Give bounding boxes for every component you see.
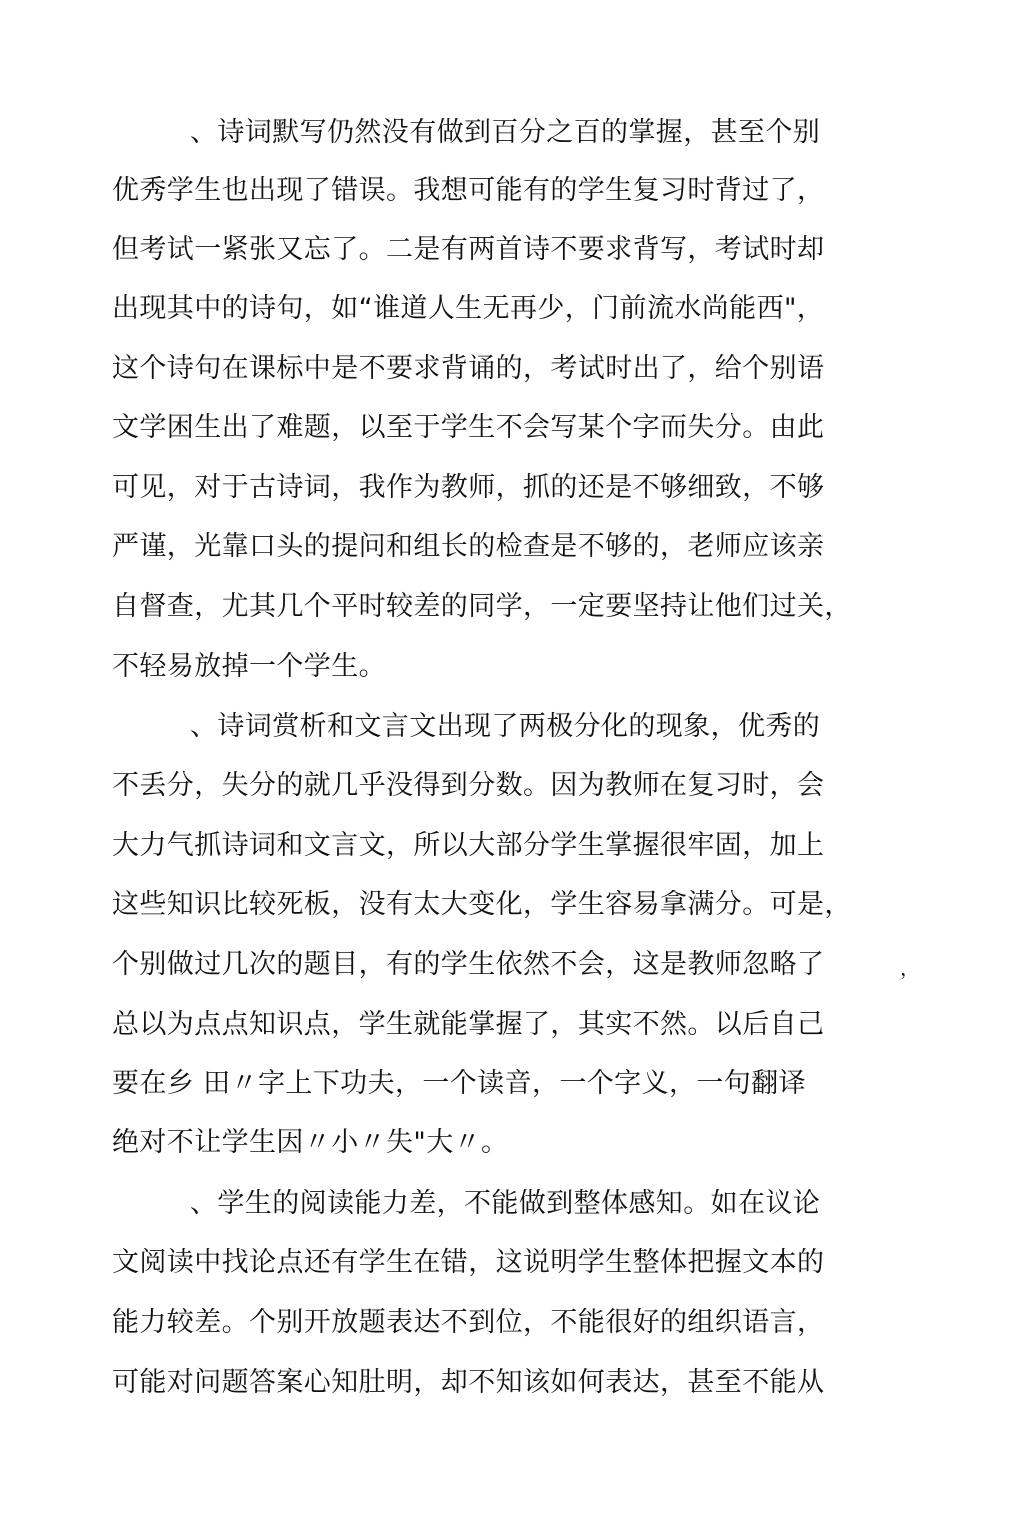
paragraph-1-line-6: 文学困生出了难题，以至于学生不会写某个字而失分。由此	[112, 412, 825, 443]
paragraph-2-line-5: 个别做过几次的题目，有的学生依然不会，这是教师忽略了	[112, 949, 825, 980]
paragraph-1-line-5: 这个诗句在课标中是不要求背诵的，考试时出了，给个别语	[112, 353, 825, 384]
paragraph-1-line-4: 出现其中的诗句，如“谁道人生无再少，门前流水尚能西"，	[112, 293, 825, 324]
paragraph-1-line-8: 严谨，光靠口头的提问和组长的检查是不够的，老师应该亲	[112, 531, 825, 562]
paragraph-2-line-8: 绝对不让学生因〃小〃失"大〃。	[112, 1127, 509, 1158]
paragraph-1-line-10: 不轻易放掉一个学生。	[112, 651, 386, 682]
paragraph-1-line-2: 优秀学生也出现了错误。我想可能有的学生复习时背过了，	[112, 175, 825, 206]
paragraph-2-line-4: 这些知识比较死板，没有太大变化，学生容易拿满分。可是，	[112, 889, 852, 920]
paragraph-3-line-1: 、学生的阅读能力差，不能做到整体感知。如在议论	[190, 1188, 821, 1219]
paragraph-3-line-4: 可能对问题答案心知肚明，却不知该如何表达，甚至不能从	[112, 1367, 825, 1398]
paragraph-1-line-3: 但考试一紧张又忘了。二是有两首诗不要求背写，考试时却	[112, 234, 825, 265]
paragraph-2-line-2: 不丢分，失分的就几乎没得到分数。因为教师在复习时，会	[112, 770, 825, 801]
paragraph-2-line-7: 要在乡 田〃字上下功夫，一个读音，一个字义，一句翻译	[112, 1068, 806, 1099]
paragraph-3-line-3: 能力较差。个别开放题表达不到位，不能很好的组织语言，	[112, 1307, 825, 1338]
paragraph-1-line-9: 自督查，尤其几个平时较差的同学，一定要坚持让他们过关，	[112, 591, 852, 622]
paragraph-2-line-3: 大力气抓诗词和文言文，所以大部分学生掌握很牢固，加上	[112, 830, 825, 861]
stray-comma-mark: ，	[900, 956, 920, 980]
paragraph-1-line-7: 可见，对于古诗词，我作为教师，抓的还是不够细致，不够	[112, 472, 825, 503]
paragraph-2-line-1: 、诗词赏析和文言文出现了两极分化的现象，优秀的	[190, 711, 821, 742]
paragraph-2-line-6: 总以为点点知识点，学生就能掌握了，其实不然。以后自己	[112, 1009, 825, 1040]
paragraph-1-line-1: 、诗词默写仍然没有做到百分之百的掌握，甚至个别	[190, 117, 821, 148]
paragraph-3-line-2: 文阅读中找论点还有学生在错，这说明学生整体把握文本的	[112, 1247, 825, 1278]
